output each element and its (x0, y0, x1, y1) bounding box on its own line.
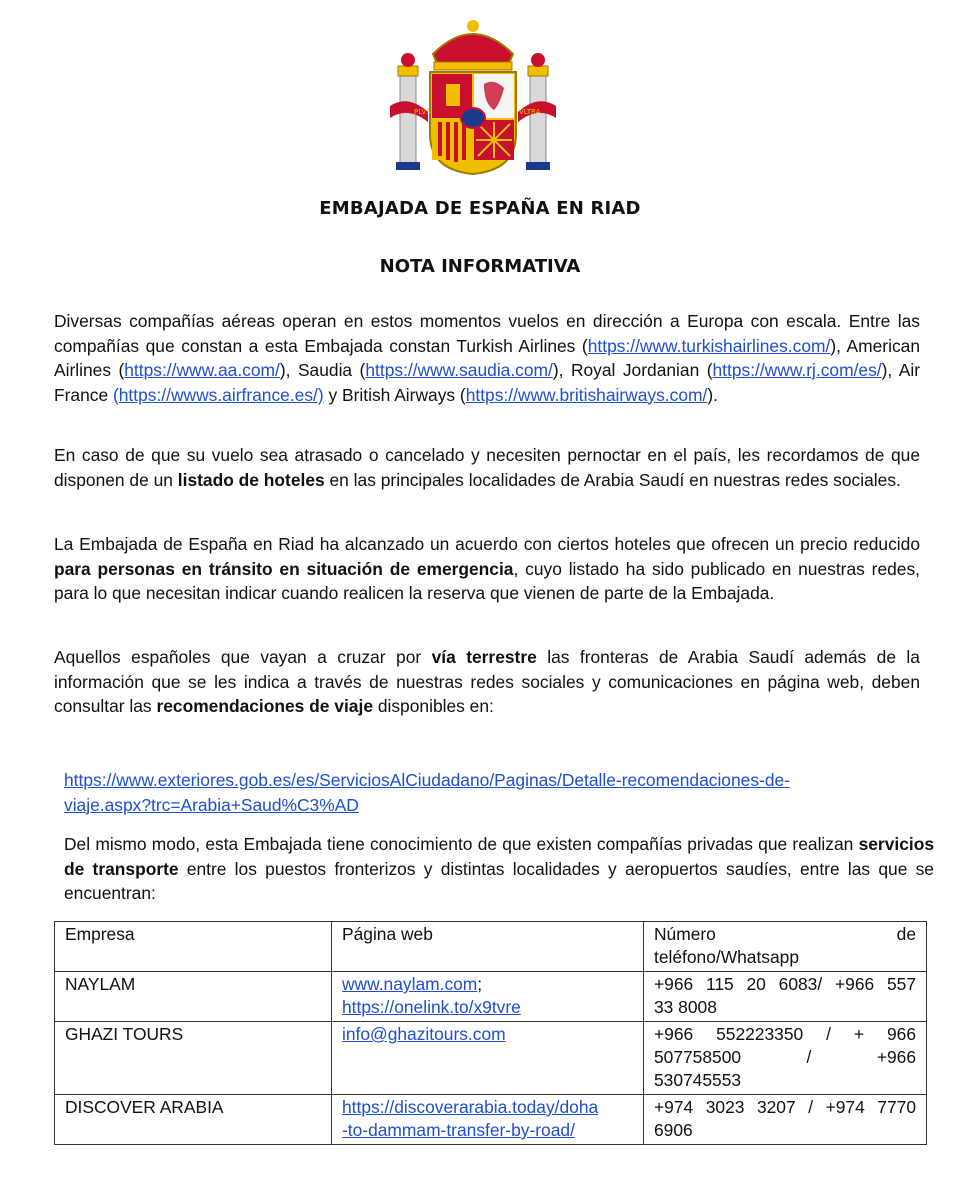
link-naylam-app[interactable]: https://onelink.to/x9tvre (342, 997, 521, 1017)
link-air-france[interactable]: (https://wwws.airfrance.es/) (112, 384, 324, 405)
header-web: Página web (332, 922, 644, 972)
paragraph-airlines: Diversas compañías aéreas operan en estos momentos vuelos en dirección a Europa con escala. Entre las compañías que constan a esta Embajada constan Turkish Airlines (https://www.turkishairlines.com/), American Airlines (https://www.aa.com/), Saudia (https://www.saudia.com/), Royal Jordanian (https://www.rj.com/es/), Air France (https://wwws.airfrance.es/) y British Airways (https://www.britishairways.com/). (54, 311, 920, 405)
company-name: DISCOVER ARABIA (55, 1095, 332, 1145)
company-name: GHAZI TOURS (55, 1022, 332, 1095)
company-phone: +966 115 20 6083/ +966 557 33 8008 (644, 972, 927, 1022)
paragraph-land-route: Aquellos españoles que vayan a cruzar por vía terrestre las fronteras de Arabia Saudí además de la información que se les indica a través de nuestras redes sociales y comunicaciones en página web, deben consultar las recomendaciones de viaje disponibles en: (54, 647, 920, 716)
embassy-title: EMBAJADA DE ESPAÑA EN RIAD (319, 198, 641, 219)
bold-emergency-transit: para personas en tránsito en situación de emergencia (54, 558, 514, 579)
link-travel-recommendations[interactable]: https://www.exteriores.gob.es/es/ServiciosAlCiudadano/Paginas/Detalle-recomendaciones-de- viaje.aspx?trc=Arabia+Saud%C3%AD (64, 770, 790, 815)
header-phone: Número de teléfono/Whatsapp (644, 922, 927, 972)
link-naylam[interactable]: www.naylam.com (342, 974, 478, 994)
link-saudia[interactable]: https://www.saudia.com/ (365, 360, 553, 380)
travel-recommendations-link-block (64, 768, 904, 817)
paragraph-agreement: La Embajada de España en Riad ha alcanzado un acuerdo con ciertos hoteles que ofrecen un precio reducido para personas en tránsito en situación de emergencia, cuyo listado ha sido publicado en nuestras redes, para lo que necesitan indicar cuando realicen la reserva que vienen de parte de la Embajada. (54, 534, 920, 603)
crest-motto-right: VLTRA (519, 108, 541, 116)
link-discover-arabia[interactable]: https://discoverarabia.today/doha -to-dammam-transfer-by-road/ (342, 1097, 599, 1140)
link-ghazi-email[interactable]: info@ghazitours.com (342, 1024, 506, 1044)
company-web (332, 1022, 644, 1095)
company-phone: +974 3023 3207 / +974 7770 6906 (644, 1095, 927, 1145)
bold-transport-services: servicios de transporte (64, 834, 934, 879)
table-header-row (55, 922, 927, 972)
paragraph-hotels: En caso de que su vuelo sea atrasado o cancelado y necesiten pernoctar en el país, les recordamos de que disponen de un listado de hoteles en las principales localidades de Arabia Saudí en nuestras redes sociales. (54, 445, 920, 490)
link-british-airways[interactable]: https://www.britishairways.com/ (465, 384, 708, 405)
header-company: Empresa (55, 922, 332, 972)
link-american-airlines[interactable]: https://www.aa.com/ (124, 360, 280, 380)
company-phone: +966 552223350 / + 966 507758500 / +966 530745553 (644, 1022, 927, 1095)
link-turkish-airlines[interactable]: https://www.turkishairlines.com/ (587, 335, 831, 356)
document-type: NOTA INFORMATIVA (379, 256, 581, 277)
crest-motto-left: PLVS (414, 108, 431, 116)
company-web: www.naylam.com; https://onelink.to/x9tvre (332, 972, 644, 1022)
bold-travel-recommendations: recomendaciones de viaje (156, 696, 373, 716)
paragraph-transport: Del mismo modo, esta Embajada tiene conocimiento de que existen compañías privadas que realizan servicios de transporte entre los puestos fronterizos y distintas localidades y aeropuertos saudíes, entre las que se encuentran: (64, 834, 934, 903)
company-web (332, 1095, 644, 1145)
transport-companies-table (54, 921, 927, 1145)
company-name: NAYLAM (55, 972, 332, 1022)
spain-coat-of-arms-icon (388, 14, 558, 176)
table-row (55, 1022, 927, 1095)
bold-hotel-list: listado de hoteles (177, 469, 325, 490)
bold-land-route: vía terrestre (431, 647, 537, 667)
link-royal-jordanian[interactable]: https://www.rj.com/es/ (712, 360, 882, 380)
table-row (55, 1095, 927, 1145)
table-row (55, 972, 927, 1022)
